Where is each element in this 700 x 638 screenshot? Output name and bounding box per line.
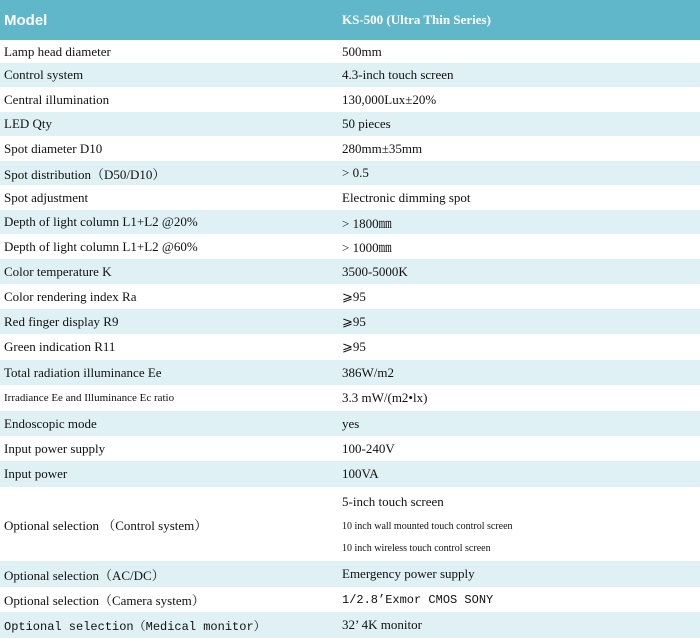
row-value: ⩾95 xyxy=(342,288,366,304)
row-value: 3.3 mW/(m2•lx) xyxy=(342,390,428,405)
row-value: 4.3-inch touch screen xyxy=(342,67,454,82)
row-value: ⩾95 xyxy=(342,339,366,354)
table-row xyxy=(0,411,700,436)
row-label: Optional selection（Medical monitor） xyxy=(4,619,266,634)
row-label: Lamp head diameter xyxy=(4,43,111,59)
row-value: ⩾95 xyxy=(342,313,366,329)
row-label: Optional selection（AC/DC） xyxy=(4,567,165,583)
row-value: yes xyxy=(342,415,360,431)
row-label: Control system xyxy=(4,67,84,82)
row-label: Depth of light column L1+L2 @60% xyxy=(4,238,198,254)
optional-control-values xyxy=(333,487,700,561)
row-label: LED Qty xyxy=(4,116,53,131)
row-label: Optional selection（Camera system） xyxy=(4,593,205,608)
row-label: Irradiance Ee and Illuminance Ec ratio xyxy=(4,392,175,404)
row-label: Endoscopic mode xyxy=(4,415,97,431)
row-value: 50 pieces xyxy=(342,116,391,131)
table-row xyxy=(0,461,700,487)
header-value: KS-500 (Ultra Thin Series) xyxy=(342,12,491,27)
optional-control-value: 10 inch wireless touch control screen xyxy=(342,542,491,554)
row-label: Central illumination xyxy=(4,91,110,107)
table-row xyxy=(0,185,700,210)
row-value: 32’ 4K monitor xyxy=(342,617,422,632)
optional-control-row xyxy=(0,487,700,561)
row-label: Spot distribution（D50/D10） xyxy=(4,166,166,182)
row-value: 3500-5000K xyxy=(342,263,408,279)
row-value: Electronic dimming spot xyxy=(342,189,471,205)
table-row xyxy=(0,112,700,136)
table-row xyxy=(0,309,700,334)
table-row xyxy=(0,40,700,63)
table-row xyxy=(0,63,700,87)
table-row xyxy=(0,87,700,112)
header-label: Model xyxy=(4,11,48,29)
header-row xyxy=(0,0,700,40)
table-row xyxy=(0,161,700,185)
table-row xyxy=(0,234,700,259)
row-value: > 0.5 xyxy=(342,165,369,180)
optional-control-value: 5-inch touch screen xyxy=(342,494,444,510)
table-row xyxy=(0,587,700,612)
row-label: Input power xyxy=(4,466,68,481)
row-value: > 1800㎜ xyxy=(342,215,392,231)
row-label: Color temperature K xyxy=(4,263,112,279)
row-label: Depth of light column L1+L2 @20% xyxy=(4,214,198,229)
table-row xyxy=(0,334,700,360)
row-value: 500mm xyxy=(342,43,382,59)
row-value: 386W/m2 xyxy=(342,364,394,380)
row-value: 1/2.8’Exmor CMOS SONY xyxy=(342,592,494,607)
table-row xyxy=(0,385,700,411)
row-label: Red finger display R9 xyxy=(4,313,119,329)
table-row xyxy=(0,561,700,587)
optional-control-label: Optional selection （Control system） xyxy=(4,517,208,533)
table-row xyxy=(0,136,700,161)
table-row xyxy=(0,259,700,284)
table-row xyxy=(0,436,700,461)
row-value: Emergency power supply xyxy=(342,566,475,581)
table-row xyxy=(0,284,700,309)
row-value: 100VA xyxy=(342,466,379,481)
table-row xyxy=(0,612,700,638)
table-row xyxy=(0,210,700,234)
row-value: 130,000Lux±20% xyxy=(342,91,437,107)
row-label: Total radiation illuminance Ee xyxy=(4,364,162,380)
row-value: 100-240V xyxy=(342,440,395,456)
row-value: > 1000㎜ xyxy=(342,240,392,255)
row-label: Green indication R11 xyxy=(4,339,116,354)
row-label: Color rendering index Ra xyxy=(4,288,137,304)
row-label: Input power supply xyxy=(4,440,106,456)
optional-control-value: 10 inch wall mounted touch control screen xyxy=(342,520,513,532)
row-label: Spot adjustment xyxy=(4,189,89,205)
table-row xyxy=(0,360,700,385)
row-label: Spot diameter D10 xyxy=(4,140,103,156)
row-value: 280mm±35mm xyxy=(342,140,423,156)
